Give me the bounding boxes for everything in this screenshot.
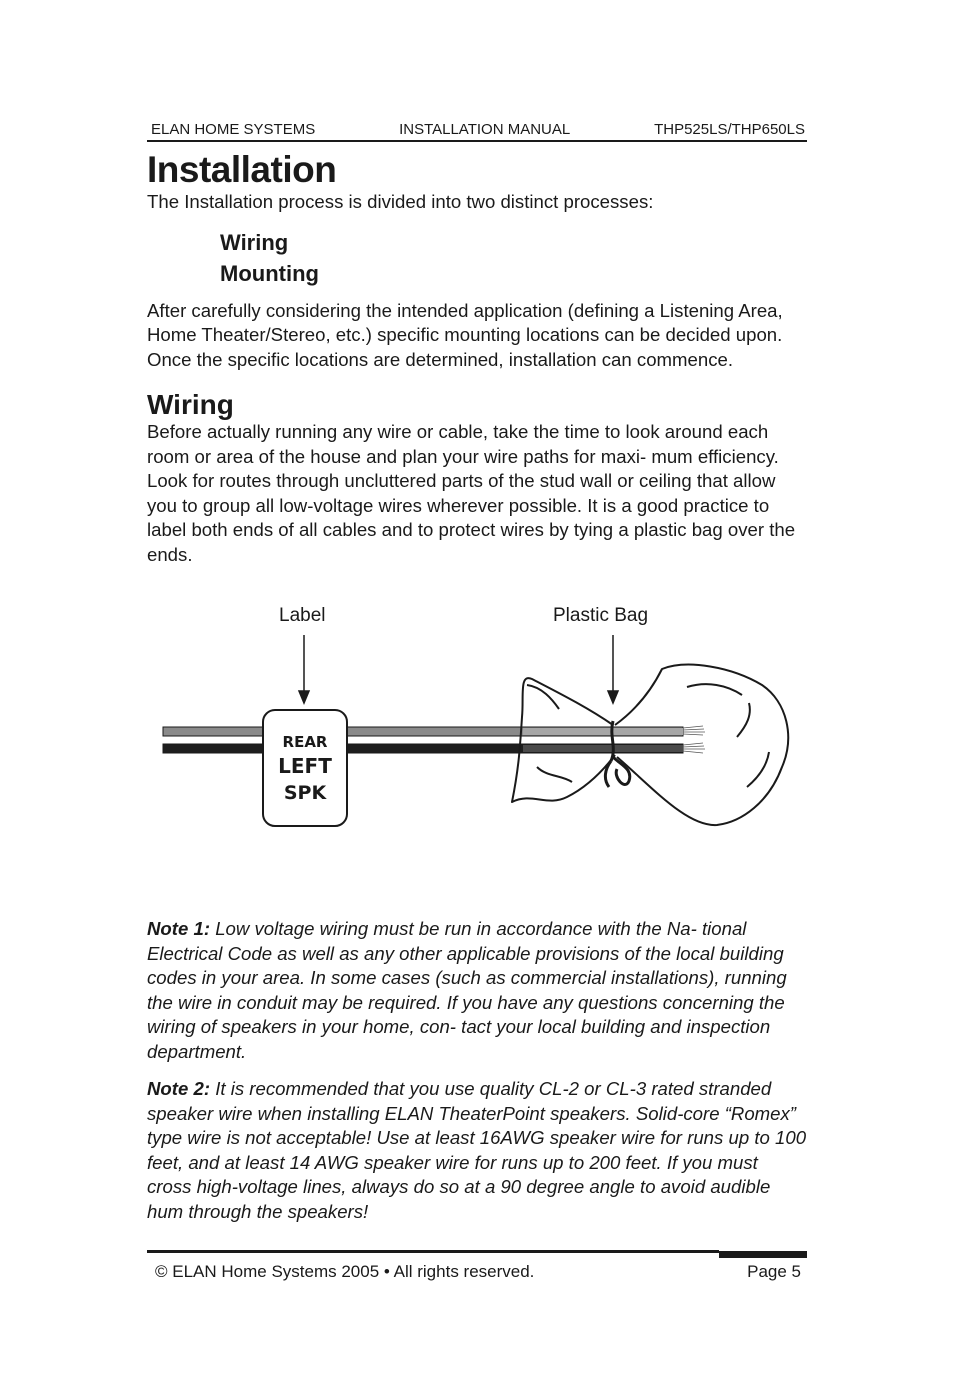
- installation-intro: The Installation process is divided into two distinct processes:: [147, 191, 654, 212]
- tag-text-left: LEFT: [278, 754, 332, 778]
- installation-heading: Installation: [147, 149, 337, 190]
- footer-copyright: © ELAN Home Systems 2005 • All rights reserved.: [155, 1262, 535, 1281]
- note-1-text: Low voltage wiring must be run in accordance with the Na- tional Electrical Code as well as any other applicable provisions of the local building codes in your area. In some cases (such as commercial installations), running the wire in conduit may be required. If you have any questions concerning the wiring of speakers in your home, con- tact your local building and inspection department.: [147, 918, 787, 1062]
- header-model: THP525LS/THP650LS: [654, 121, 805, 138]
- tag-text-rear: REAR: [282, 733, 328, 751]
- tag-text-spk: SPK: [283, 782, 327, 804]
- page-footer: [155, 1262, 801, 1282]
- label-arrow: [299, 635, 309, 703]
- wire-strands: [683, 726, 705, 753]
- page-header: [147, 118, 807, 142]
- wire-labeling-diagram: [147, 597, 807, 917]
- header-doc-type: INSTALLATION MANUAL: [399, 121, 571, 138]
- manual-page: [147, 118, 807, 1224]
- footer-rule: [147, 1250, 807, 1258]
- process-item-wiring: Wiring: [220, 229, 289, 255]
- process-item-mounting: Mounting: [220, 260, 319, 286]
- note-2-lead: Note 2:: [147, 1078, 211, 1099]
- note-1: [147, 917, 807, 1064]
- label-callout: Label: [279, 605, 326, 626]
- diagram-drawing: [147, 597, 807, 917]
- footer-page-number: Page 5: [747, 1262, 801, 1281]
- plastic-bag-callout: Plastic Bag: [553, 605, 649, 626]
- process-list: [220, 227, 807, 289]
- installation-paragraph: After carefully considering the intended application (defining a Listening Area, Home Theater/Stereo, etc.) specific mounting locations can be decided upon. Once the specific locations are determined, installation can commence.: [147, 299, 783, 370]
- bag-arrow: [608, 635, 618, 703]
- wiring-paragraph: Before actually running any wire or cable, take the time to look around each room or area of the house and plan your wire paths for maxi- mum efficiency. Look for routes through uncluttered parts of the stud wall or ceiling that allow you to group all low-voltage wires wherever possible. It is a good practice to label both ends of all cables and to protect wires by tying a plastic bag over the ends.: [147, 421, 796, 565]
- speaker-cable: [163, 727, 683, 753]
- header-company: ELAN HOME SYSTEMS: [151, 121, 316, 138]
- note-1-lead: Note 1:: [147, 918, 211, 939]
- note-2: [147, 1077, 807, 1224]
- wiring-heading: Wiring: [147, 389, 234, 420]
- note-2-text: It is recommended that you use quality CL-2 or CL-3 rated stranded speaker wire when installing ELAN TheaterPoint speakers. Solid-core “Romex” type wire is not acceptable! Use at least 16AWG speaker wire for runs up to 100 feet, and at least 14 AWG speaker wire for runs up to 200 feet. If you must cross high-voltage lines, always do so at a 90 degree angle to avoid audible hum through the speakers!: [147, 1078, 807, 1222]
